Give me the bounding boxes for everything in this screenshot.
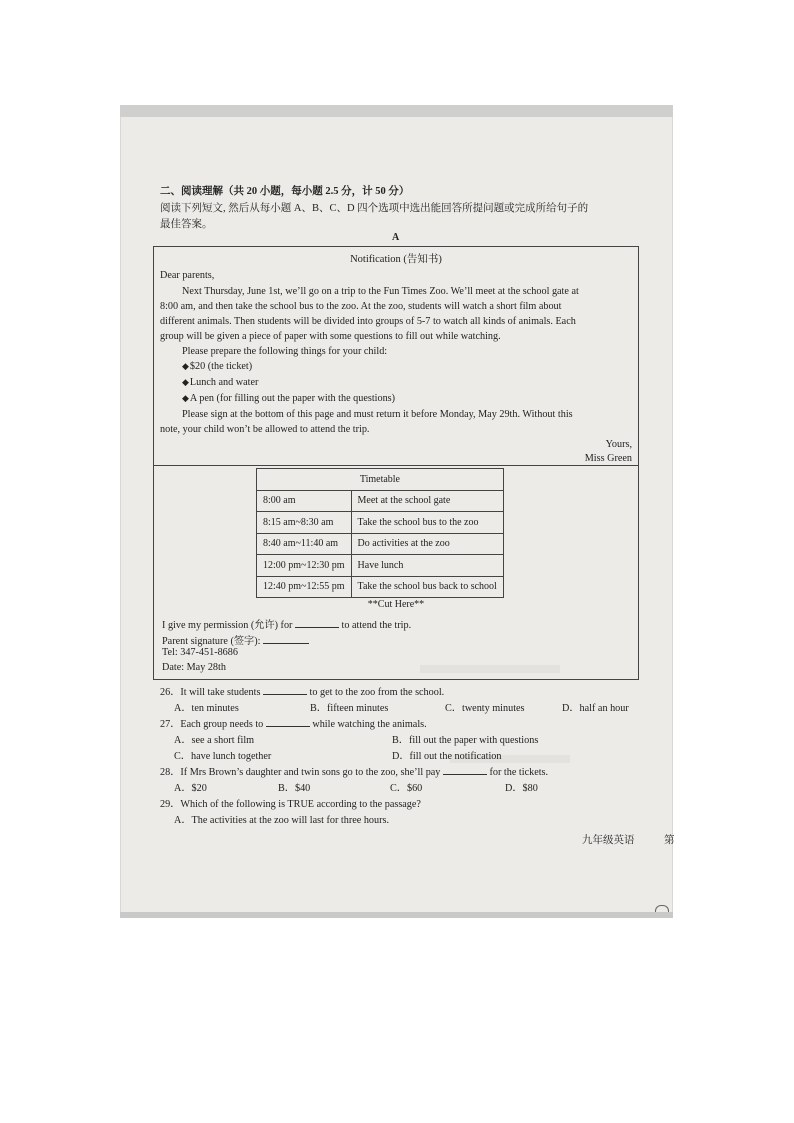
timetable-slip-box xyxy=(153,464,639,680)
list-item: ◆A pen (for filling out the paper with the questions) xyxy=(182,393,396,404)
question-26: 26．It will take students to get to the zoo from the school. xyxy=(160,687,445,698)
body-line: Next Thursday, June 1st, we’ll go on a trip to the Fun Times Zoo. We’ll meet at the school gate at xyxy=(182,286,579,297)
activity-cell: Meet at the school gate xyxy=(351,490,503,512)
tel-line: Tel: 347-451-8686 xyxy=(162,647,238,658)
list-item: ◆$20 (the ticket) xyxy=(182,361,253,372)
table-row xyxy=(257,555,504,577)
greeting: Dear parents, xyxy=(160,270,215,281)
activity-cell: Have lunch xyxy=(351,555,503,577)
diamond-bullet-icon: ◆ xyxy=(182,377,189,387)
table-row xyxy=(257,533,504,555)
option: D．fill out the notification xyxy=(392,751,502,762)
question-29: 29．Which of the following is TRUE according to the passage? xyxy=(160,799,421,810)
table-header-row xyxy=(257,469,504,491)
section-heading: 二、阅读理解（共 20 小题，每小题 2.5 分，计 50 分） xyxy=(160,186,410,197)
permission-line: I give my permission (允许) for to attend the trip. xyxy=(162,620,412,631)
option: D．half an hour xyxy=(562,703,629,714)
signoff: Yours, xyxy=(605,439,632,450)
option: C．$60 xyxy=(390,783,423,794)
option: B．fill out the paper with questions xyxy=(392,735,539,746)
option: A．The activities at the zoo will last for three hours. xyxy=(174,815,390,826)
time-cell: 8:40 am~11:40 am xyxy=(257,533,352,555)
option: B．fifteen minutes xyxy=(310,703,389,714)
closing-line: note, your child won’t be allowed to attend the trip. xyxy=(160,424,370,435)
time-cell: 12:40 pm~12:55 pm xyxy=(257,576,352,598)
option: A．$20 xyxy=(174,783,207,794)
activity-cell: Do activities at the zoo xyxy=(351,533,503,555)
instruction-line: 最佳答案。 xyxy=(160,219,213,230)
signature: Miss Green xyxy=(584,453,632,464)
blank-field xyxy=(263,634,309,644)
option: A．see a short film xyxy=(174,735,255,746)
table-row xyxy=(257,512,504,534)
option: D．$80 xyxy=(505,783,538,794)
question-28: 28．If Mrs Brown’s daughter and twin sons go to the zoo, she’ll pay for the tickets. xyxy=(160,767,549,778)
photo-bottom-edge xyxy=(120,912,673,918)
time-cell: 8:15 am~8:30 am xyxy=(257,512,352,534)
body-line: group will be given a piece of paper with some questions to fill out while watching. xyxy=(160,331,501,342)
option: A．ten minutes xyxy=(174,703,239,714)
parent-signature-line: Parent signature (签字): xyxy=(162,632,309,647)
body-line: different animals. Then students will be divided into groups of 5-7 to watch all kinds of animals. Each xyxy=(160,316,576,327)
answer-blank xyxy=(266,717,310,727)
list-item: ◆Lunch and water xyxy=(182,377,259,388)
exam-page-photo xyxy=(120,105,673,918)
table-row xyxy=(257,576,504,598)
photo-top-edge xyxy=(120,105,673,117)
option: B．$40 xyxy=(278,783,311,794)
notification-title: Notification (告知书) xyxy=(350,254,442,265)
activity-cell: Take the school bus to the zoo xyxy=(351,512,503,534)
body-line: Please prepare the following things for your child: xyxy=(182,346,388,357)
instruction-line: 阅读下列短文, 然后从每小题 A、B、C、D 四个选项中选出能回答所提问题或完成所给句子的 xyxy=(160,203,589,214)
cut-here-line: **Cut Here** xyxy=(367,599,425,610)
table-row xyxy=(257,490,504,512)
footer-page: 第 xyxy=(664,835,675,846)
passage-label: A xyxy=(392,232,400,243)
notification-box xyxy=(153,246,639,466)
closing-line: Please sign at the bottom of this page and must return it before Monday, May 29th. Without this xyxy=(182,409,573,420)
answer-blank xyxy=(443,765,487,775)
footer-subject: 九年级英语 xyxy=(582,835,635,846)
activity-cell: Take the school bus back to school xyxy=(351,576,503,598)
time-cell: 12:00 pm~12:30 pm xyxy=(257,555,352,577)
body-line: 8:00 am, and then take the school bus to the zoo. At the zoo, students will watch a short film about xyxy=(160,301,562,312)
date-line: Date: May 28th xyxy=(162,662,226,673)
question-27: 27．Each group needs to while watching the animals. xyxy=(160,719,427,730)
answer-blank xyxy=(263,685,307,695)
timetable-title: Timetable xyxy=(257,469,504,491)
diamond-bullet-icon: ◆ xyxy=(182,361,189,371)
option: C．twenty minutes xyxy=(445,703,525,714)
option: C．have lunch together xyxy=(174,751,272,762)
time-cell: 8:00 am xyxy=(257,490,352,512)
blank-field xyxy=(295,618,339,628)
diamond-bullet-icon: ◆ xyxy=(182,393,189,403)
timetable xyxy=(256,468,504,598)
